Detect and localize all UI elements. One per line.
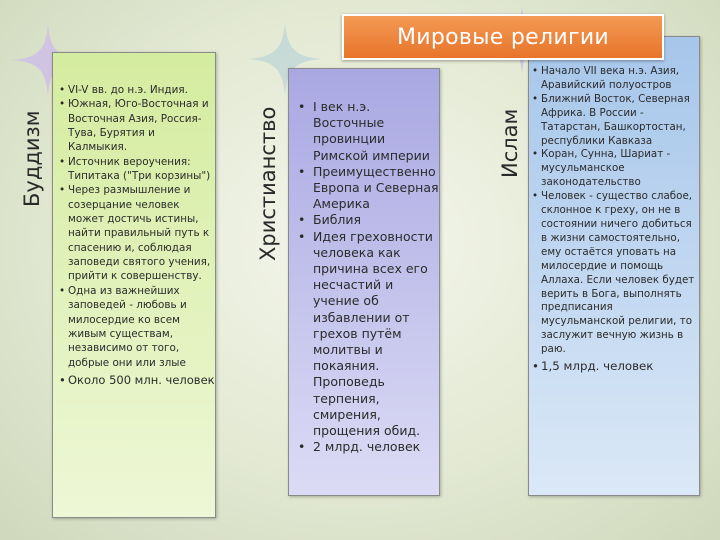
islam-label: Ислам [498,108,522,178]
list-item: • Южная, Юго-Восточная и Восточная Азия, Россия- Тува, Бурятия и Калмыкия. [59,97,215,154]
islam-list [532,65,697,374]
list-item: • Через размышление и созерцание человек может достичь истины, найти правильный путь к спасению и, соблюдая заповеди святого учения, прийти к совершенству. [59,183,215,283]
list-item: • Коран, Сунна, Шариат - мусульманское законодательство [532,148,697,190]
page-title: Мировые религии [396,24,610,50]
list-item: • 2 млрд. человек [298,439,440,455]
list-item: • Одна из важнейших заповедей - любовь и милосердие ко всем живым существам, независимо от того, добрые они или злые [59,284,215,370]
list-item: • VI-V вв. до н.э. Индия. [59,83,215,97]
list-item: • Преимущественно Европа и Северная Америка [298,164,440,213]
list-item: • Человек - существо слабое, склонное к греху, он не в состоянии ничего добиться в жизни самостоятельно, ему остаётся уповать на милосердие и помощь Аллаха. Если человек будет верить в Бога, выполнять предписания мусульманской религии, то заслужит вечную жизнь в раю. [532,190,697,357]
list-item: • Источник вероучения: Типитака ("Три корзины") [59,155,215,184]
list-item: • Идея греховности человека как причина всех его несчастий и учение об избавлении от грехов путём молитвы и покаяния. Проповедь терпения, смирения, прощения обид. [298,229,440,440]
christianity-list [298,99,440,455]
list-item: • Около 500 млн. человек [59,373,215,388]
buddhism-list [59,83,215,388]
list-item: • I век н.э. Восточные провинции Римской империи [298,99,440,164]
list-item: • Начало VII века н.э. Азия, Аравийский полуостров [532,65,697,93]
list-item: • 1,5 млрд. человек [532,359,697,374]
title-banner [342,14,664,60]
christianity-label: Христианство [256,106,280,262]
list-item: • Библия [298,212,440,228]
buddhism-label: Буддизм [20,110,44,208]
list-item: • Ближний Восток, Северная Африка. В России - Татарстан, Башкортостан, республики Кавказа [532,93,697,149]
